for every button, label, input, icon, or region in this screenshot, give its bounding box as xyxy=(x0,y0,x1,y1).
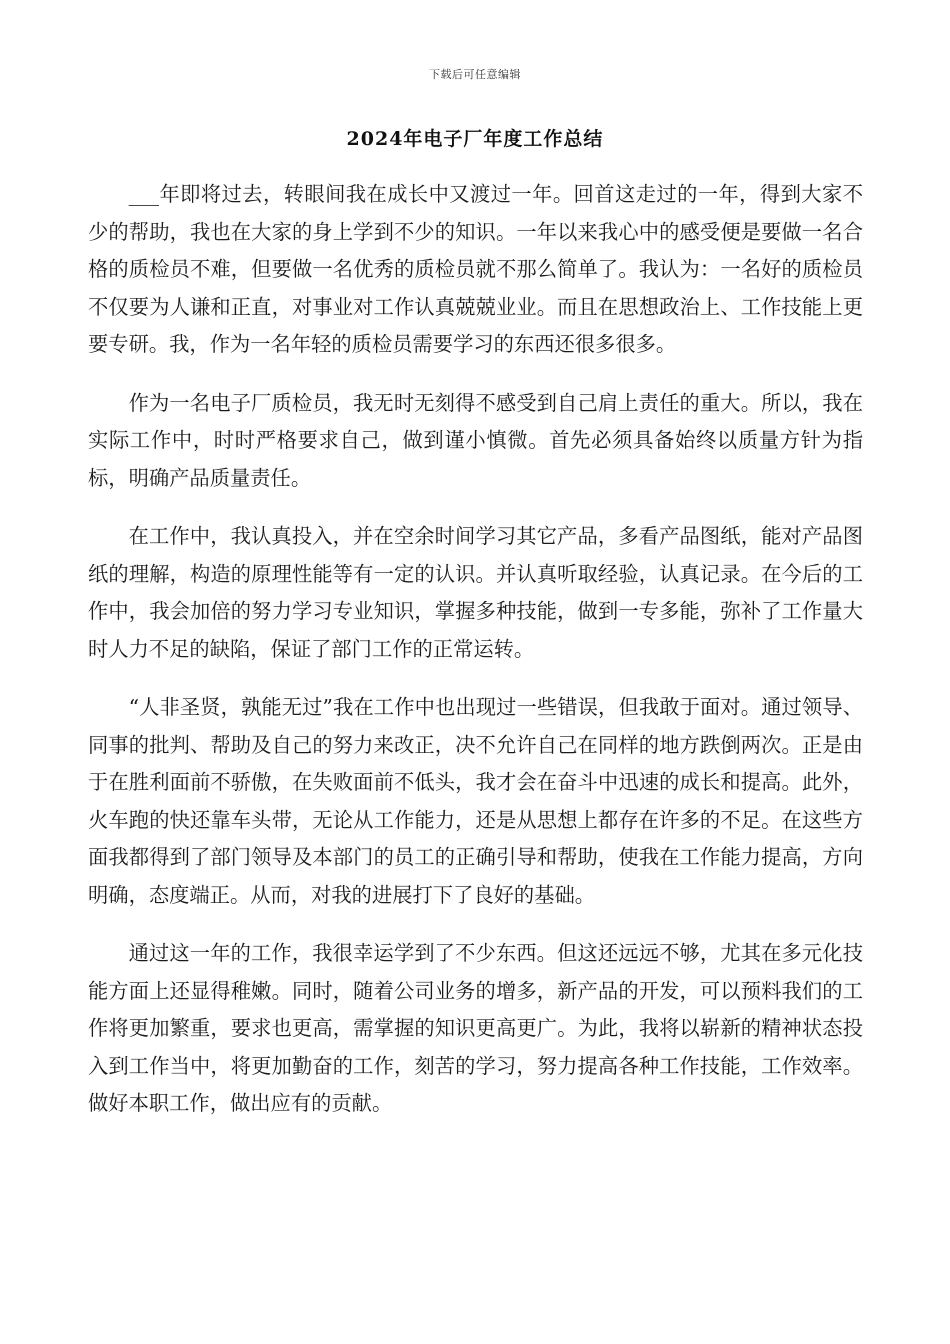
paragraph-4: “人非圣贤，孰能无过”我在工作中也出现过一些错误，但我敢于面对。通过领导、同事的批判、帮助及自己的努力来改正，决不允许自己在同样的地方跌倒两次。正是由于在胜利面前不骄傲，在失败面前不低头，我才会在奋斗中迅速的成长和提高。此外，火车跑的快还靠车头带，无论从工作能力，还是从思想上都存在许多的不足。在这些方面我都得到了部门领导及本部门的员工的正确引导和帮助，使我在工作能力提高，方向明确，态度端正。从而，对我的进展打下了良好的基础。 xyxy=(88,695,863,907)
paragraph-2: 作为一名电子厂质检员，我无时无刻得不感受到自己肩上责任的重大。所以，我在实际工作中，时时严格要求自己，做到谨小慎微。首先必须具备始终以质量方针为指标，明确产品质量责任。 xyxy=(88,390,863,490)
header-note: 下载后可任意编辑 xyxy=(429,68,521,81)
paragraph-1: ___年即将过去，转眼间我在成长中又渡过一年。回首这走过的一年，得到大家不少的帮助，我也在大家的身上学到不少的知识。一年以来我心中的感受便是要做一名合格的质检员不难，但要做一名优秀的质检员就不那么简单了。我认为：一名好的质检员不仅要为人谦和正直，对事业对工作认真兢兢业业。而且在思想政治上、工作技能上更要专研。我，作为一名年轻的质检员需要学习的东西还很多很多。 xyxy=(88,182,863,356)
document-body xyxy=(88,176,863,1144)
paragraph-5: 通过这一年的工作，我很幸运学到了不少东西。但这还远远不够，尤其在多元化技能方面上还显得稚嫩。同时，随着公司业务的增多，新产品的开发，可以预料我们的工作将更加繁重，要求也更高，需掌握的知识更高更广。为此，我将以崭新的精神状态投入到工作当中，将更加勤奋的工作，刻苦的学习，努力提高各种工作技能，工作效率。做好本职工作，做出应有的贡献。 xyxy=(88,941,863,1115)
paragraph-3: 在工作中，我认真投入，并在空余时间学习其它产品，多看产品图纸，能对产品图纸的理解，构造的原理性能等有一定的认识。并认真听取经验，认真记录。在今后的工作中，我会加倍的努力学习专业知识，掌握多种技能，做到一专多能，弥补了工作量大时人力不足的缺陷，保证了部门工作的正常运转。 xyxy=(88,524,863,661)
document-title: 2024年电子厂年度工作总结 xyxy=(346,128,604,150)
